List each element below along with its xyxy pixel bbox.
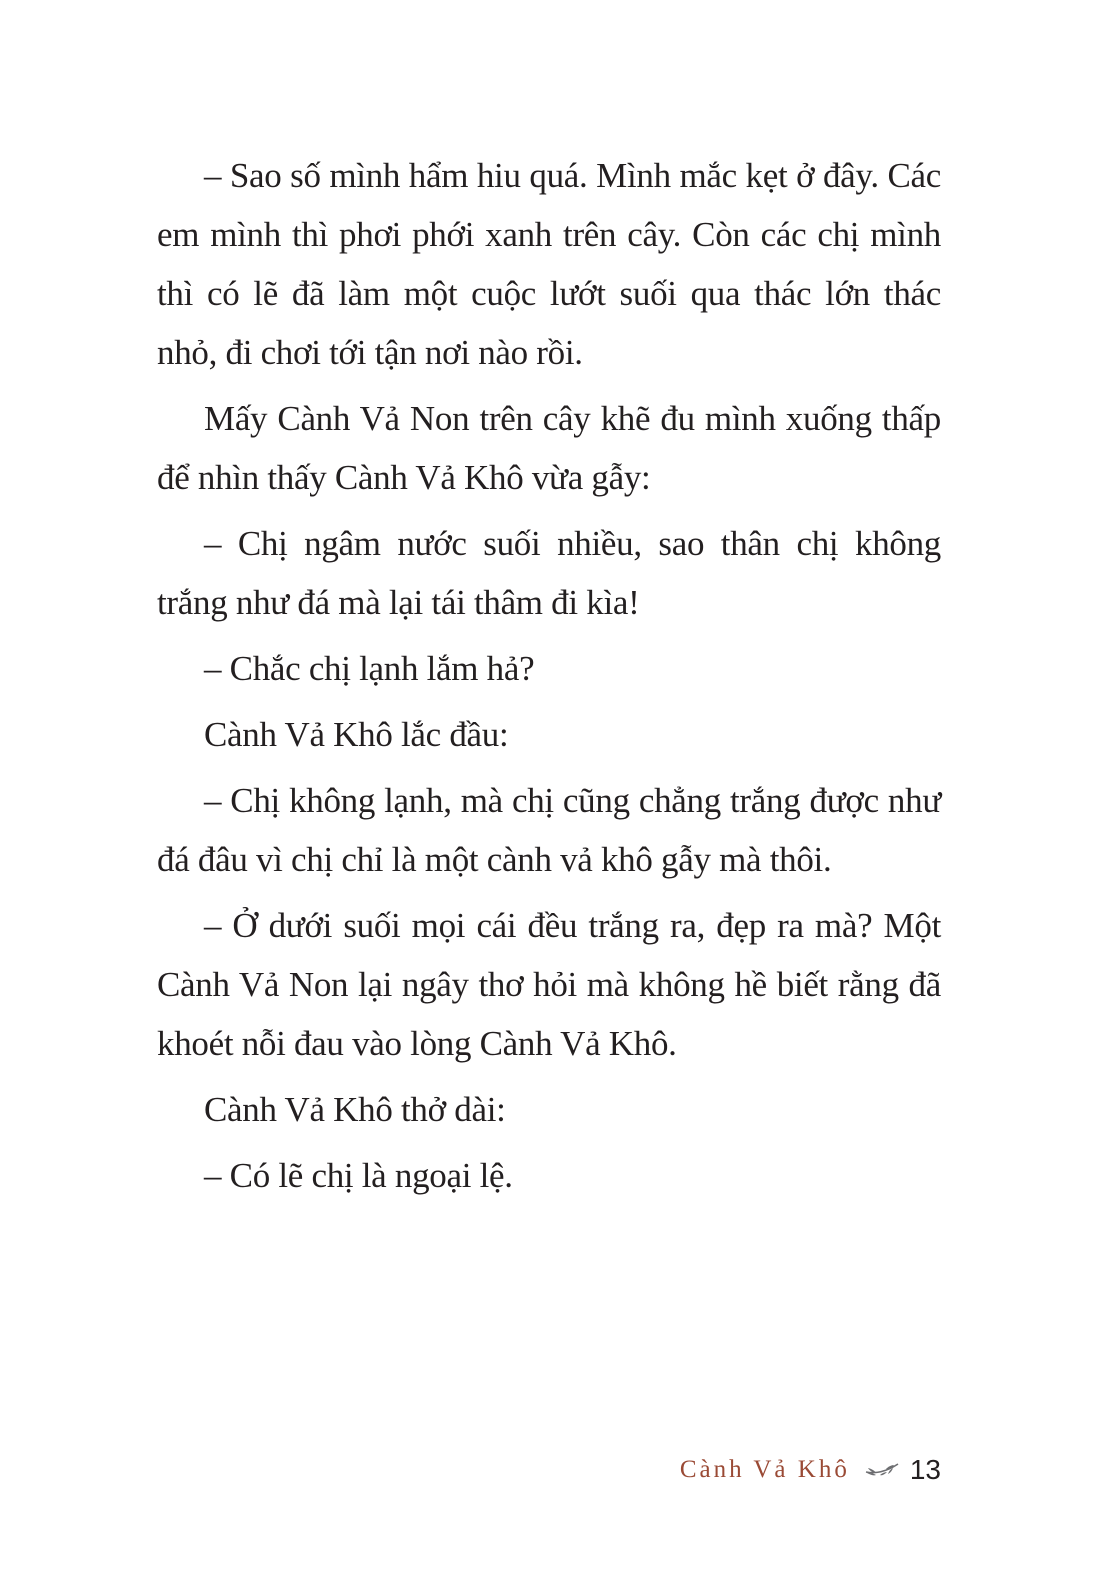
page-number: 13 bbox=[909, 1454, 941, 1485]
paragraph: – Chị không lạnh, mà chị cũng chẳng trắng được như đá đâu vì chị chỉ là một cành vả khô gẫy mà thôi. bbox=[157, 781, 941, 879]
running-title: Cành Vả Khô bbox=[679, 1456, 850, 1483]
paragraph: Mấy Cành Vả Non trên cây khẽ đu mình xuống thấp để nhìn thấy Cành Vả Khô vừa gẫy: bbox=[157, 399, 941, 497]
page-footer bbox=[0, 1454, 941, 1486]
paragraph: Cành Vả Khô lắc đầu: bbox=[204, 715, 509, 754]
paragraph: – Sao số mình hẩm hiu quá. Mình mắc kẹt ở đây. Các em mình thì phơi phới xanh trên cây. Còn các chị mình thì có lẽ đã làm một cuộc lướt suối qua thác lớn thác nhỏ, đi chơi tới tận nơi nào rồi. bbox=[157, 156, 941, 372]
page-body bbox=[157, 146, 941, 1212]
paragraph: – Có lẽ chị là ngoại lệ. bbox=[204, 1156, 513, 1195]
paragraph: – Chắc chị lạnh lắm hả? bbox=[204, 649, 535, 688]
paragraph: – Ở dưới suối mọi cái đều trắng ra, đẹp ra mà? Một Cành Vả Non lại ngây thơ hỏi mà không hề biết rằng đã khoét nỗi đau vào lòng Cành Vả Khô. bbox=[157, 906, 941, 1063]
paragraph: Cành Vả Khô thở dài: bbox=[204, 1090, 506, 1129]
paragraph: – Chị ngâm nước suối nhiều, sao thân chị không trắng như đá mà lại tái thâm đi kìa! bbox=[157, 524, 941, 622]
leaf-branch-icon bbox=[864, 1460, 900, 1480]
